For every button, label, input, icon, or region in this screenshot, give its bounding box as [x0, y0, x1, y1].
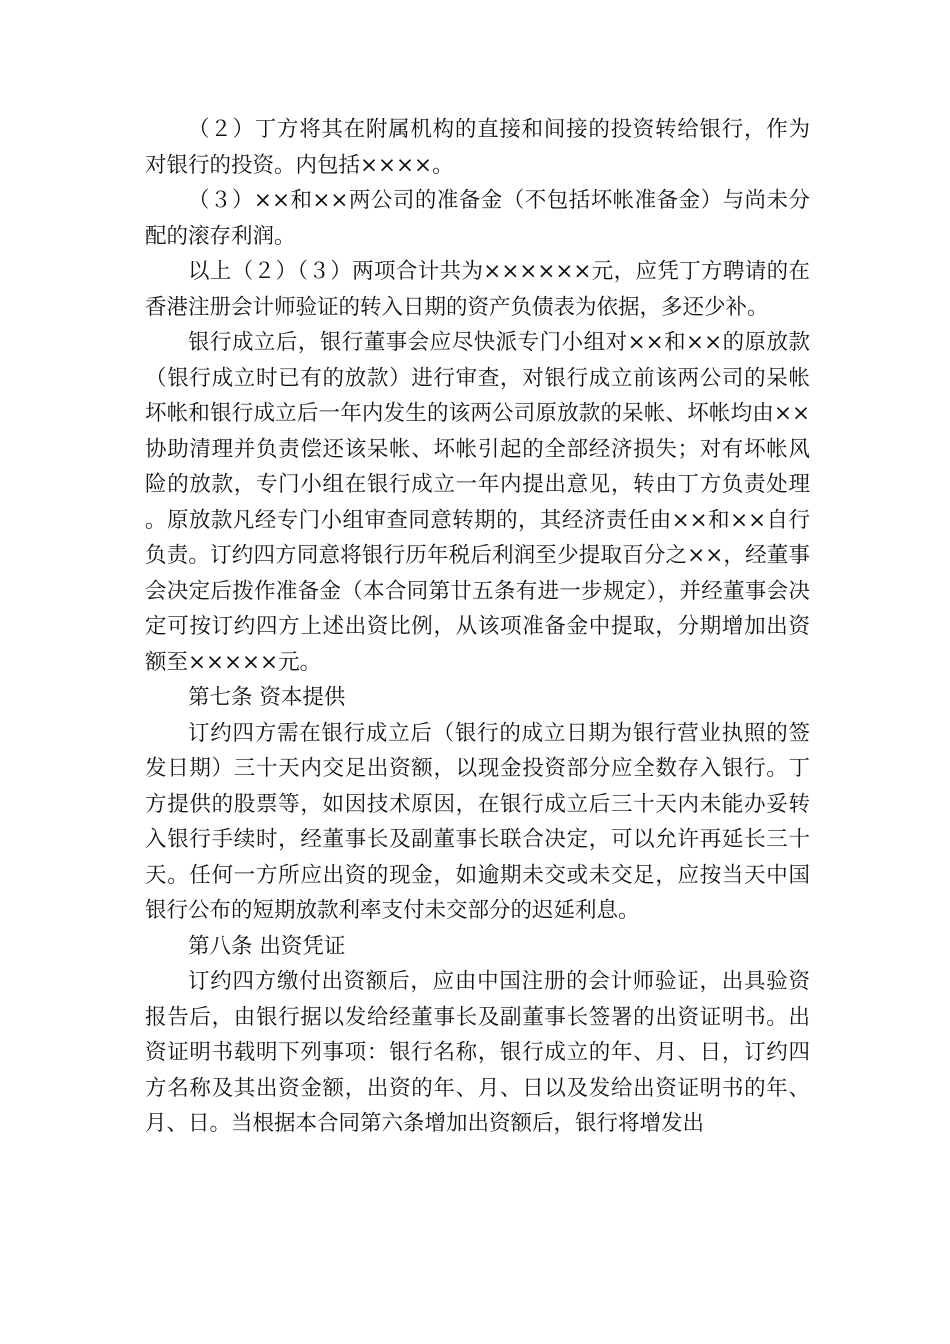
document-body: [145, 112, 810, 1142]
article-7-heading: 第七条 资本提供: [188, 685, 346, 710]
paragraph-item-2: （２）丁方将其在附属机构的直接和间接的投资转给银行，作为对银行的投资。内包括××××。: [145, 117, 810, 178]
article-8-body: 订约四方缴付出资额后，应由中国注册的会计师验证，出具验资报告后，由银行据以发给经董事长及副董事长签署的出资证明书。出资证明书载明下列事项：银行名称，银行成立的年、月、日，订约四方名称及其出资金额，出资的年、月、日以及发给出资证明书的年、月、日。当根据本合同第六条增加出资额后，银行将增发出: [145, 969, 810, 1136]
article-7-body: 订约四方需在银行成立后（银行的成立日期为银行营业执照的签发日期）三十天内交足出资额，以现金投资部分应全数存入银行。丁方提供的股票等，如因技术原因，在银行成立后三十天内未能办妥转入银行手续时，经董事长及副董事长联合决定，可以允许再延长三十天。任何一方所应出资的现金，如逾期未交或未交足，应按当天中国银行公布的短期放款利率支付未交部分的迟延利息。: [145, 720, 810, 923]
article-8-heading: 第八条 出资凭证: [188, 933, 346, 959]
paragraph-summary: 以上（２）（３）两项合计共为××××××元，应凭丁方聘请的在香港注册会计师验证的转入日期的资产负债表为依据，多还少补。: [145, 259, 810, 320]
paragraph-item-3: （３）××和××两公司的准备金（不包括坏帐准备金）与尚未分配的滚存利润。: [145, 188, 810, 249]
paragraph-loan-review: 银行成立后，银行董事会应尽快派专门小组对××和××的原放款（银行成立时已有的放款）进行审查，对银行成立前该两公司的呆帐坏帐和银行成立后一年内发生的该两公司原放款的呆帐、坏帐均由××协助清理并负责偿还该呆帐、坏帐引起的全部经济损失；对有坏帐风险的放款，专门小组在银行成立一年内提出意见，转由丁方负责处理。原放款凡经专门小组审查同意转期的，其经济责任由××和××自行负责。订约四方同意将银行历年税后利润至少提取百分之××，经董事会决定后拨作准备金（本合同第廿五条有进一步规定），并经董事会决定可按订约四方上述出资比例，从该项准备金中提取，分期增加出资额至×××××元。: [145, 330, 810, 675]
